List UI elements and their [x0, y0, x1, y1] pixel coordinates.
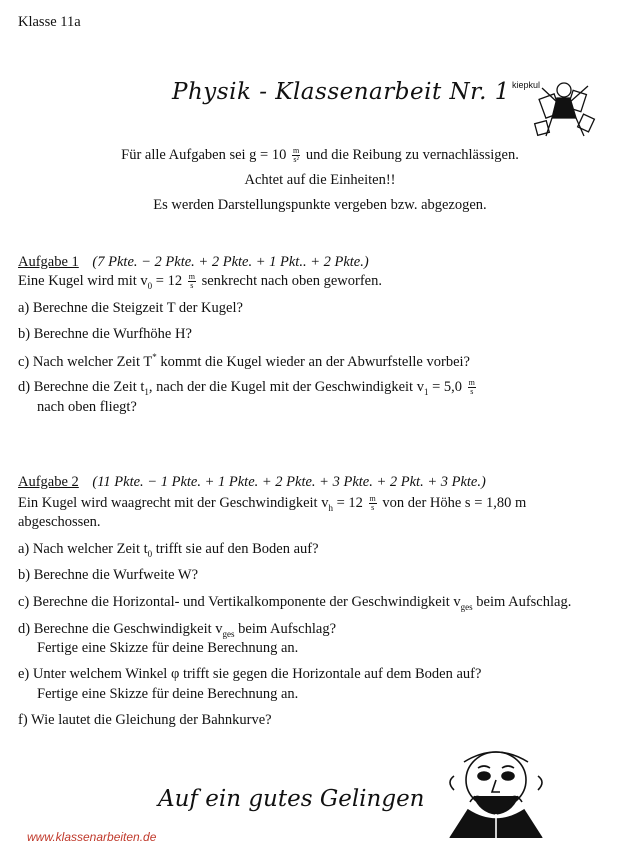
- intro-line-2: Achtet auf die Einheiten!!: [244, 172, 396, 188]
- task1-intro: Eine Kugel wird mit $v_0 = 12$ $\frac{m}{s}$ senkrecht nach oben geworfen.: [18, 272, 382, 291]
- footer-website: www.klassenarbeiten.de: [27, 830, 157, 844]
- task2-question-e: e) Unter welchem Winkel φ trifft sie gegen die Horizontale auf dem Boden auf?: [18, 666, 482, 682]
- task2-heading-row: [18, 474, 486, 491]
- task2-question-a: a) Nach welcher Zeit $t_0$ trifft sie auf den Boden auf?: [18, 541, 319, 559]
- task1-points: (7 Pkte. − 2 Pkte. + 2 Pkte. + 1 Pkt.. + 2 Pkte.): [92, 254, 369, 270]
- task1-question-b: b) Berechne die Wurfhöhe H?: [18, 326, 192, 342]
- unit-fraction: $\frac{m}{\text{s²}}$: [292, 146, 300, 165]
- task2-intro-line2: abgeschossen.: [18, 514, 101, 530]
- task2-question-d-line2: Fertige eine Skizze für deine Berechnung an.: [37, 640, 299, 656]
- unit-fraction: $\frac{m}{s}$: [188, 272, 195, 291]
- task1-question-c: c) Nach welcher Zeit T* kommt die Kugel wieder an der Abwurfstelle vorbei?: [18, 352, 470, 370]
- task2-question-f: f) Wie lautet die Gleichung der Bahnkurve?: [18, 712, 272, 728]
- closing-text: Auf ein gutes Gelingen: [158, 786, 425, 812]
- cartoon-label: kiepkul: [512, 80, 541, 90]
- intro-line-3: Es werden Darstellungspunkte vergeben bzw. abgezogen.: [153, 197, 487, 213]
- unit-fraction: $\frac{m}{s}$: [468, 378, 475, 397]
- task1-question-d-line2: nach oben fliegt?: [37, 399, 137, 415]
- task2-intro: Ein Kugel wird waagrecht mit der Geschwindigkeit $v_h = 12$ $\frac{m}{s}$ von der Höhe s = 1,80 m: [18, 494, 527, 513]
- thinker-illustration: [440, 742, 552, 838]
- unit-fraction: $\frac{m}{s}$: [369, 494, 376, 513]
- task1-question-a: a) Berechne die Steigzeit T der Kugel?: [18, 300, 243, 316]
- task2-question-c: c) Berechne die Horizontal- und Vertikalkomponente der Geschwindigkeit $v_{ges}$ beim Aufschlag.: [18, 594, 572, 612]
- page-title: Physik - Klassenarbeit Nr. 1: [172, 79, 510, 105]
- task2-question-d: d) Berechne die Geschwindigkeit $v_{ges}$ beim Aufschlag?: [18, 621, 337, 639]
- intro-text-pre: Für alle Aufgaben sei g = 10: [121, 147, 287, 163]
- task1-heading: Aufgabe 1: [18, 254, 79, 270]
- task2-points: (11 Pkte. − 1 Pkte. + 1 Pkte. + 2 Pkte. + 3 Pkte. + 2 Pkt. + 3 Pkte.): [92, 474, 486, 490]
- professor-illustration: [512, 78, 602, 140]
- task1-question-d: d) Berechne die Zeit $t_1$, nach der die Kugel mit der Geschwindigkeit $v_1 = 5,0$ $\frac{m}{s}$: [18, 378, 475, 397]
- class-label: Klasse 11a: [18, 14, 81, 30]
- task1-heading-row: [18, 254, 369, 271]
- intro-text-post: und die Reibung zu vernachlässigen.: [305, 147, 519, 163]
- cartoon-thinker-image: [440, 742, 552, 838]
- task2-question-b: b) Berechne die Wurfweite W?: [18, 567, 199, 583]
- task2-question-e-line2: Fertige eine Skizze für deine Berechnung an.: [37, 686, 299, 702]
- cartoon-professor-image: [512, 78, 602, 140]
- task2-heading: Aufgabe 2: [18, 474, 79, 490]
- intro-line-1: [0, 147, 640, 164]
